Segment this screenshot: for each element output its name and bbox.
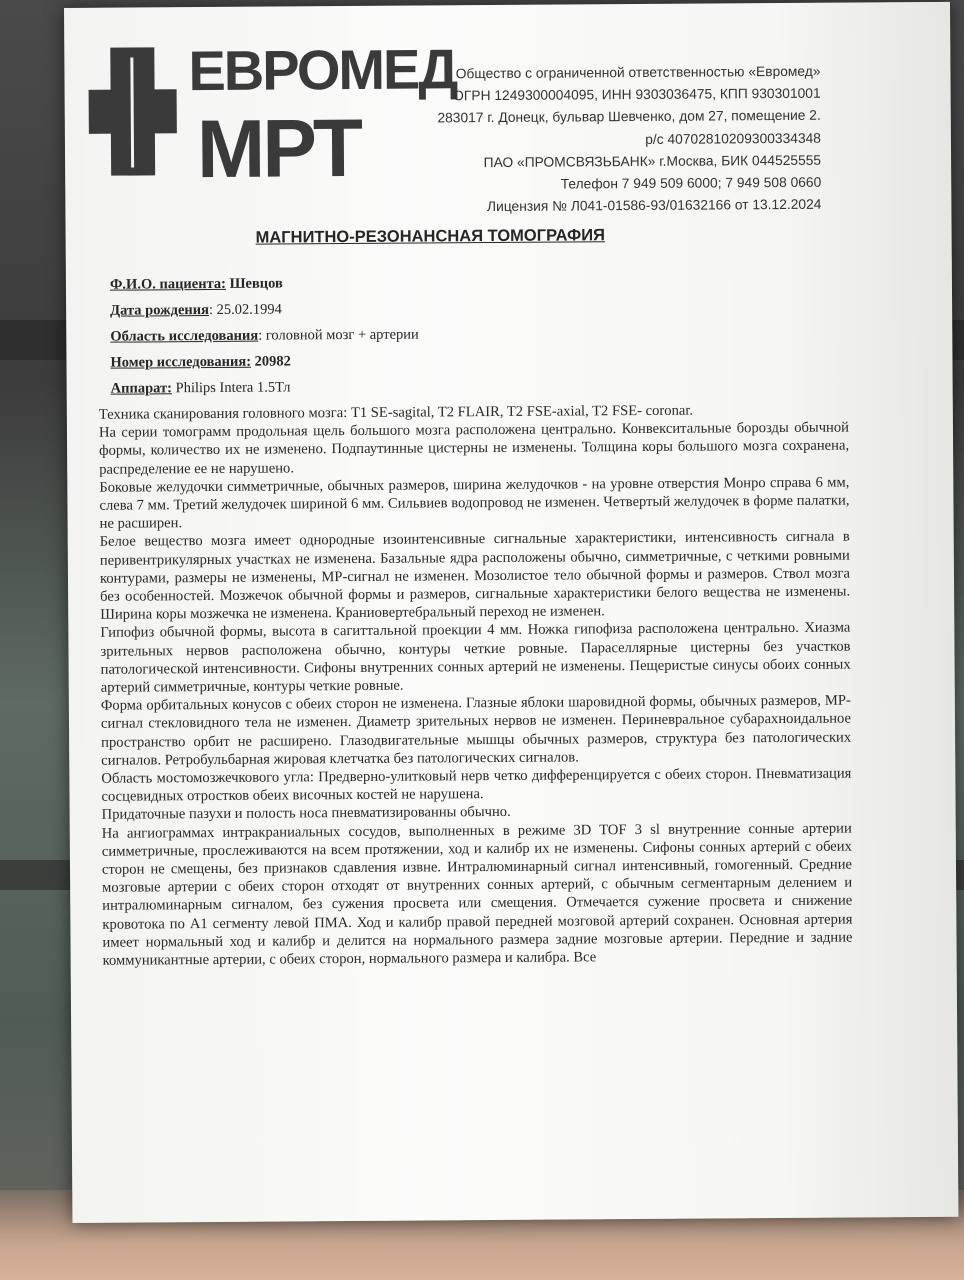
number-value: 20982 — [250, 353, 291, 370]
device-value: Philips Intera 1.5Тл — [171, 379, 291, 397]
area-value: : головной мозг + артерии — [258, 326, 419, 344]
company-phone: Телефон 7 949 509 6000; 7 949 508 0660 — [560, 174, 822, 192]
report-paragraph: Техника сканирования головного мозга: T1 SE-sagital, T2 FLAIR, T2 FSE-axial, T2 FSE- coronar. — [98, 402, 694, 423]
field-device — [111, 370, 871, 401]
patient-value: Шевцов — [225, 275, 283, 292]
report-paragraph: Белое вещество мозга имеет однородные изоинтенсивные сигнальные характеристики, интенсивность сигнала в перивентрикулярных участках не изменена. Базальные ядра расположены обычно, симметричные, с четкими ровными контурами, размеры не изменены, МР-сигнал не изменен. Мозолистое тело обычной формы и размеров. Ствол мозга без особенностей. Мозжечок обычной формы и размеров, сигнальные характеристики белого вещества не изменены. Ширина коры мозжечка не изменена. Краниовертебральный переход не изменен. — [99, 528, 851, 623]
report-paragraph: Придаточные пазухи и полость носа пневматизированны обычно. — [101, 804, 511, 824]
report-paragraph: На ангиограммах интракраниальных сосудов, выполненных в режиме 3D TOF 3 sl внутренние сонные артерии симметричные, прослеживаются на всем протяжении, ход и калибр их не изменены. Сифоны сонных артерий с обеих сторон не смещены, без признаков сдавления извне. Интралюминарный сигнал интенсивный, гомогенный. Средние мозговые артерии с обеих сторон отходят от внутренних сонных артерий, с обычным сегментарным делением и интралюминарным сигналом, без сужения просвета или смещения. Отмечается сужение просвета и снижение кровотока по А1 сегменту левой ПМА. Ход и калибр правой передней мозговой артерий сохранен. Основная артерия имеет нормальный ход и калибр и делится на нормального размера задние мозговые артерии. Передние и задние коммуникантные артерии, с обеих сторон, нормального размера и калибра. Все — [101, 820, 853, 969]
report-paragraph: Область мостомозжечкового угла: Предверно-улитковый нерв четко дифференцируется с обеих сторон. Пневматизация сосцевидных отростков обеих височных костей не нарушена. — [101, 765, 852, 806]
report-body — [99, 401, 853, 971]
number-label: Номер исследования: — [110, 353, 252, 371]
document-sheet — [64, 2, 958, 1223]
medical-cross-icon — [88, 47, 177, 176]
patient-label: Ф.И.О. пациента: — [109, 275, 226, 293]
report-paragraph: На серии томограмм продольная щель большого мозга расположена центрально. Конвекситальные борозды обычной формы, количество их не изменено. Подпаутинные цистерны не изменены. Толщина коры большого мозга сохранена, распределение ее не нарушено. — [98, 419, 850, 478]
company-address: 283017 г. Донецк, бульвар Шевченко, дом 27, помещение 2. — [437, 108, 821, 126]
company-account: р/с 40702810209300334348 — [645, 130, 821, 147]
company-name: Общество с ограниченной ответственностью «Евромед» — [455, 63, 821, 82]
device-label: Аппарат: — [110, 380, 173, 397]
company-license: Лицензия № Л041-01586-93/01632166 от 13.12.2024 — [486, 196, 822, 215]
logo-text-top: ЕВРОМЕД — [188, 37, 457, 103]
company-registration: ОГРН 1249300004095, ИНН 9303036475, КПП 930301001 — [453, 85, 821, 104]
company-bank: ПАО «ПРОМСВЯЗЬБАНК» г.Москва, БИК 044525555 — [483, 152, 822, 170]
patient-fields — [110, 266, 871, 401]
logo-text-bottom: МРТ — [196, 102, 361, 196]
report-paragraph: Форма орбитальных конусов с обеих сторон не изменена. Глазные яблоки шаровидной формы, обычных размеров, МР-сигнал стекловидного тела не изменен. Диаметр зрительных нервов не изменен. Периневральное субарахноидальное пространство орбит не расширено. Глазодвигательные мышцы обычных размеров, структура без патологических сигналов. Ретробульбарная жировая клетчатка без патологических сигналов. — [100, 692, 852, 769]
report-paragraph: Боковые желудочки симметричные, обычных размеров, ширина желудочков - на уровне отверстия Монро справа 6 мм, слева 7 мм. Третий желудочек шириной 6 мм. Сильвиев водопровод не изменен. Четвертый желудочек в форме палатки, не расширен. — [99, 474, 850, 532]
dob-label: Дата рождения — [110, 301, 209, 319]
document-title: МАГНИТНО-РЕЗОНАНСНАЯ ТОМОГРАФИЯ — [255, 226, 605, 247]
company-details — [300, 61, 821, 220]
dob-value: : 25.02.1994 — [208, 301, 282, 318]
area-label: Область исследования — [110, 327, 259, 345]
report-paragraph: Гипофиз обычной формы, высота в сагиттальной проекции 4 мм. Ножка гипофиза расположена центрально. Хиазма зрительных нервов расположена обычно, контуры четкие ровные. Параселлярные цистерны без участков патологической интенсивности. Сифоны внутренних сонных артерий не изменены. Пещеристые синусы обоих сонных артерий симметричные, контуры четкие ровные. — [100, 619, 851, 696]
